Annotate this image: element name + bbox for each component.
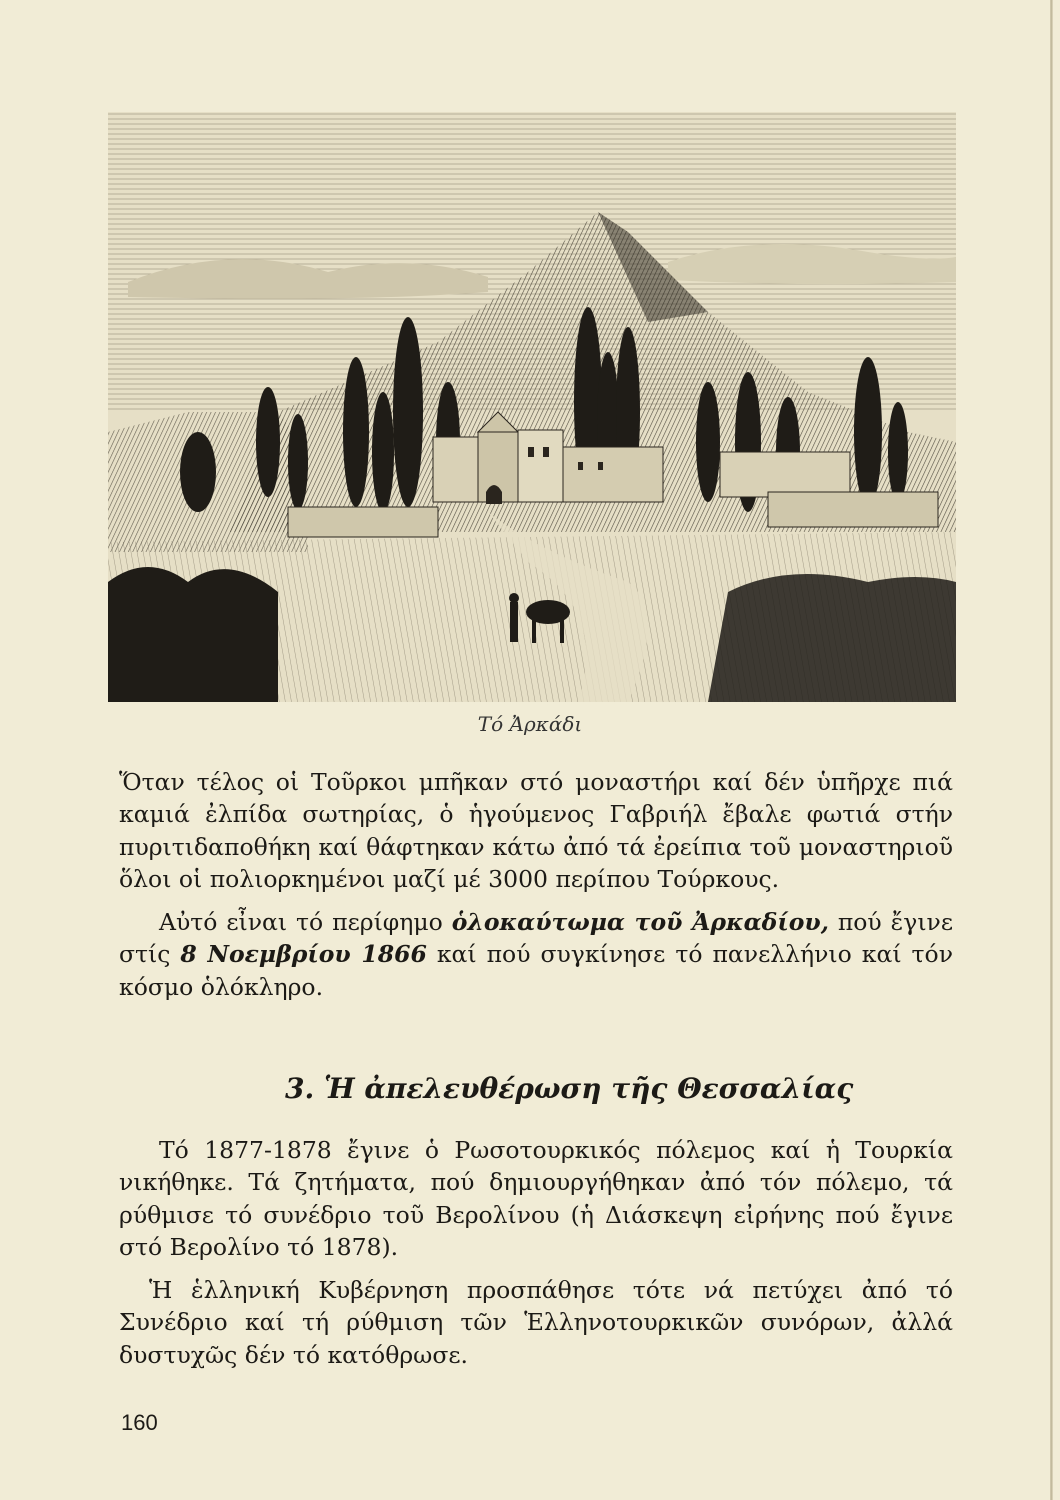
paragraph-siege: Ὅταν τέλος οἱ Τοῦρκοι μπῆκαν στό μοναστήρι καί δέν ὑπῆρχε πιά καμιά ἐλπίδα σωτηρίας, ὁ ἡγούμενος Γαβριήλ ἔβαλε φωτιά στήν πυριτιδαποθήκη καί θάφτηκαν κάτω ἀπό τά ἐρείπια τοῦ μοναστηριοῦ ὅλοι οἱ πολιορκημένοι μαζί μέ 3000 περίπου Τούρκους. — [119, 768, 953, 894]
emphasis-date: 8 Νοεμβρίου 1866 — [180, 940, 427, 969]
section-title: 3. Ἡ ἀπελευθέρωση τῆς Θεσσαλίας — [285, 1072, 854, 1105]
paragraph-text: Αὐτό εἶναι τό περίφημο — [159, 908, 452, 936]
figure-caption: Τό Ἀρκάδι — [477, 712, 583, 736]
paragraph-berlin-congress: Τό 1877-1878 ἔγινε ὁ Ρωσοτουρκικός πόλεμος καί ἡ Τουρκία νικήθηκε. Τά ζητήματα, πού δημιουργήθηκαν ἀπό τόν πόλεμο, τά ρύθμισε τό συνέδριο τοῦ Βερολίνου (ἡ Διάσκεψη εἰρήνης πού ἔγινε στό Βερολίνο τό 1878). — [119, 1136, 953, 1262]
arkadi-monastery-engraving — [108, 112, 956, 702]
paragraph-holocaust — [119, 906, 953, 1003]
paragraph-government: Ἡ ἑλληνική Κυβέρνηση προσπάθησε τότε νά πετύχει ἀπό τό Συνέδριο καί τή ρύθμιση τῶν Ἑλληνοτουρκικῶν συνόρων, ἀλλά δυστυχῶς δέν τό κατόθρωσε. — [119, 1276, 953, 1369]
page-edge — [1050, 0, 1053, 1500]
paragraph-text: καί πού συγκίνησε τό πανελλήνιο καί τόν κόσμο ὁλόκληρο. — [119, 940, 953, 1001]
engraving-figure — [108, 112, 956, 702]
page-number: 160 — [121, 1410, 158, 1435]
emphasis-holocaust: ὁλοκαύτωμα τοῦ Ἀρκαδίου, — [451, 908, 829, 936]
paragraph-text: πού ἔγινε στίς — [119, 908, 953, 969]
